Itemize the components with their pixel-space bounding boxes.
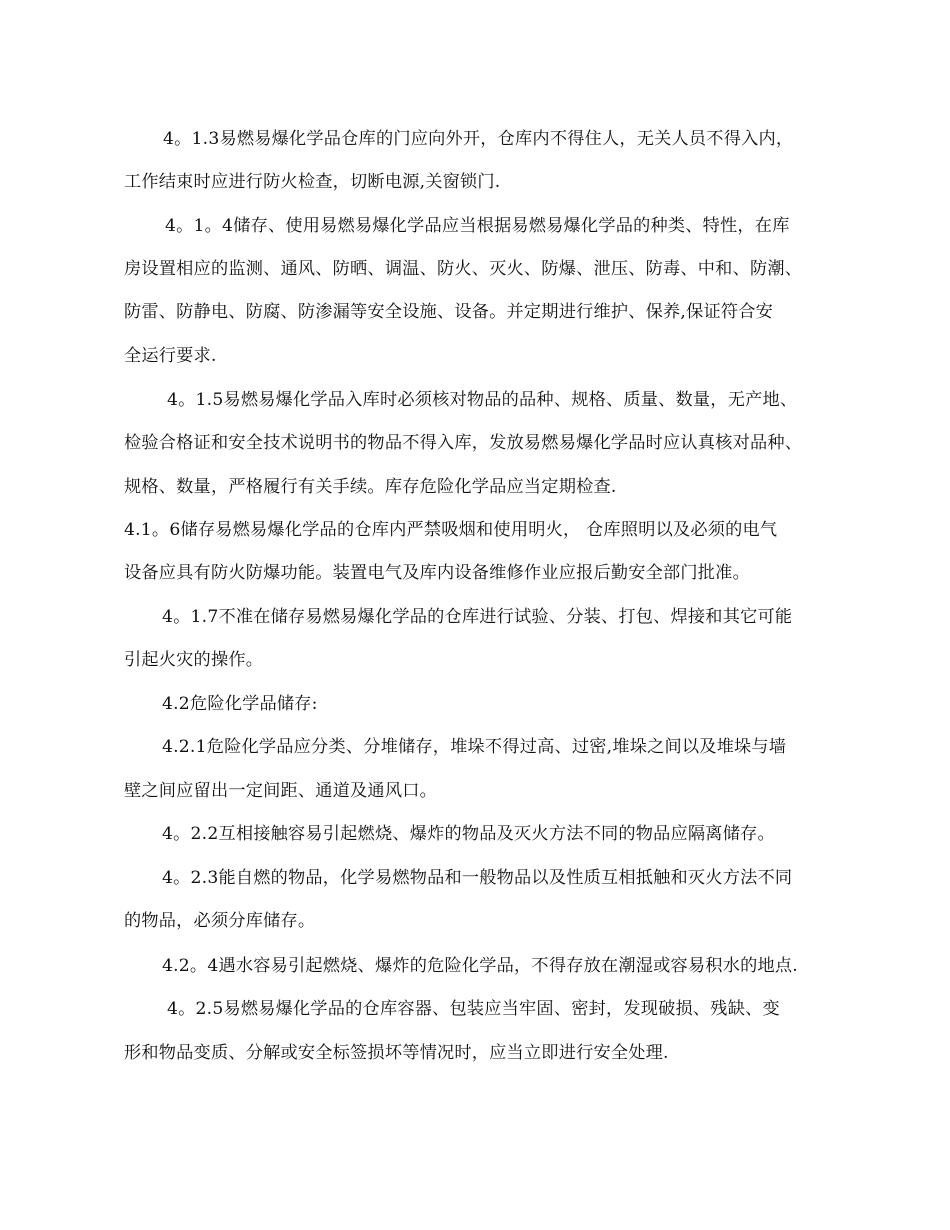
- text-line: 房设置相应的监测、通风、防晒、调温、防火、灭火、防爆、泄压、防毒、中和、防潮、: [124, 259, 803, 279]
- text-line: 引起火灾的操作。: [124, 650, 264, 670]
- text-line: 全运行要求.: [124, 346, 217, 366]
- text-line: 4.2。4遇水容易引起燃烧、爆炸的危险化学品，不得存放在潮湿或容易积水的地点.: [162, 956, 798, 976]
- text-line: 4.2.1危险化学品应分类、分堆储存，堆垛不得过高、过密,堆垛之间以及堆垛与墙: [162, 737, 787, 757]
- text-line: 的物品，必须分库储存。: [124, 911, 316, 931]
- text-line: 检验合格证和安全技术说明书的物品不得入库，发放易燃易爆化学品时应认真核对品种、: [124, 433, 803, 453]
- text-line: 4。2.5易燃易爆化学品的仓库容器、包装应当牢固、密封，发现破损、残缺、变: [167, 999, 780, 1019]
- section-heading: 4.2危险化学品储存:: [162, 694, 318, 714]
- text-line: 设备应具有防火防爆功能。装置电气及库内设备维修作业应报后勤安全部门批准。: [124, 563, 750, 583]
- text-line: 防雷、防静电、防腐、防渗漏等安全设施、设备。并定期进行维护、保养,保证符合安: [124, 302, 774, 322]
- text-line: 规格、数量，严格履行有关手续。库存危险化学品应当定期检查.: [124, 477, 617, 497]
- text-line: 形和物品变质、分解或安全标签损坏等情况时，应当立即进行安全处理.: [124, 1043, 669, 1063]
- text-line: 4。2.3能自燃的物品，化学易燃物品和一般物品以及性质互相抵触和灭火方法不同: [162, 868, 793, 888]
- text-line: 4。1。4储存、使用易燃易爆化学品应当根据易燃易爆化学品的种类、特性，在库: [165, 216, 790, 236]
- text-line: 4。1.5易燃易爆化学品入库时必须核对物品的品种、规格、质量、数量，无产地、: [167, 390, 798, 410]
- text-line: 4。1.7不准在储存易燃易爆化学品的仓库进行试验、分装、打包、焊接和其它可能: [162, 607, 793, 627]
- text-line: 工作结束时应进行防火检查，切断电源,关窗锁门.: [124, 172, 501, 192]
- text-line: 4。1.3易燃易爆化学品仓库的门应向外开，仓库内不得住人，无关人员不得入内，: [163, 129, 794, 149]
- text-line: 4。2.2互相接触容易引起燃烧、爆炸的物品及灭火方法不同的物品应隔离储存。: [162, 824, 775, 844]
- text-line: 壁之间应留出一定间距、通道及通风口。: [124, 781, 437, 801]
- text-line: 4.1。6储存易燃易爆化学品的仓库内严禁吸烟和使用明火， 仓库照明以及必须的电气: [124, 520, 778, 540]
